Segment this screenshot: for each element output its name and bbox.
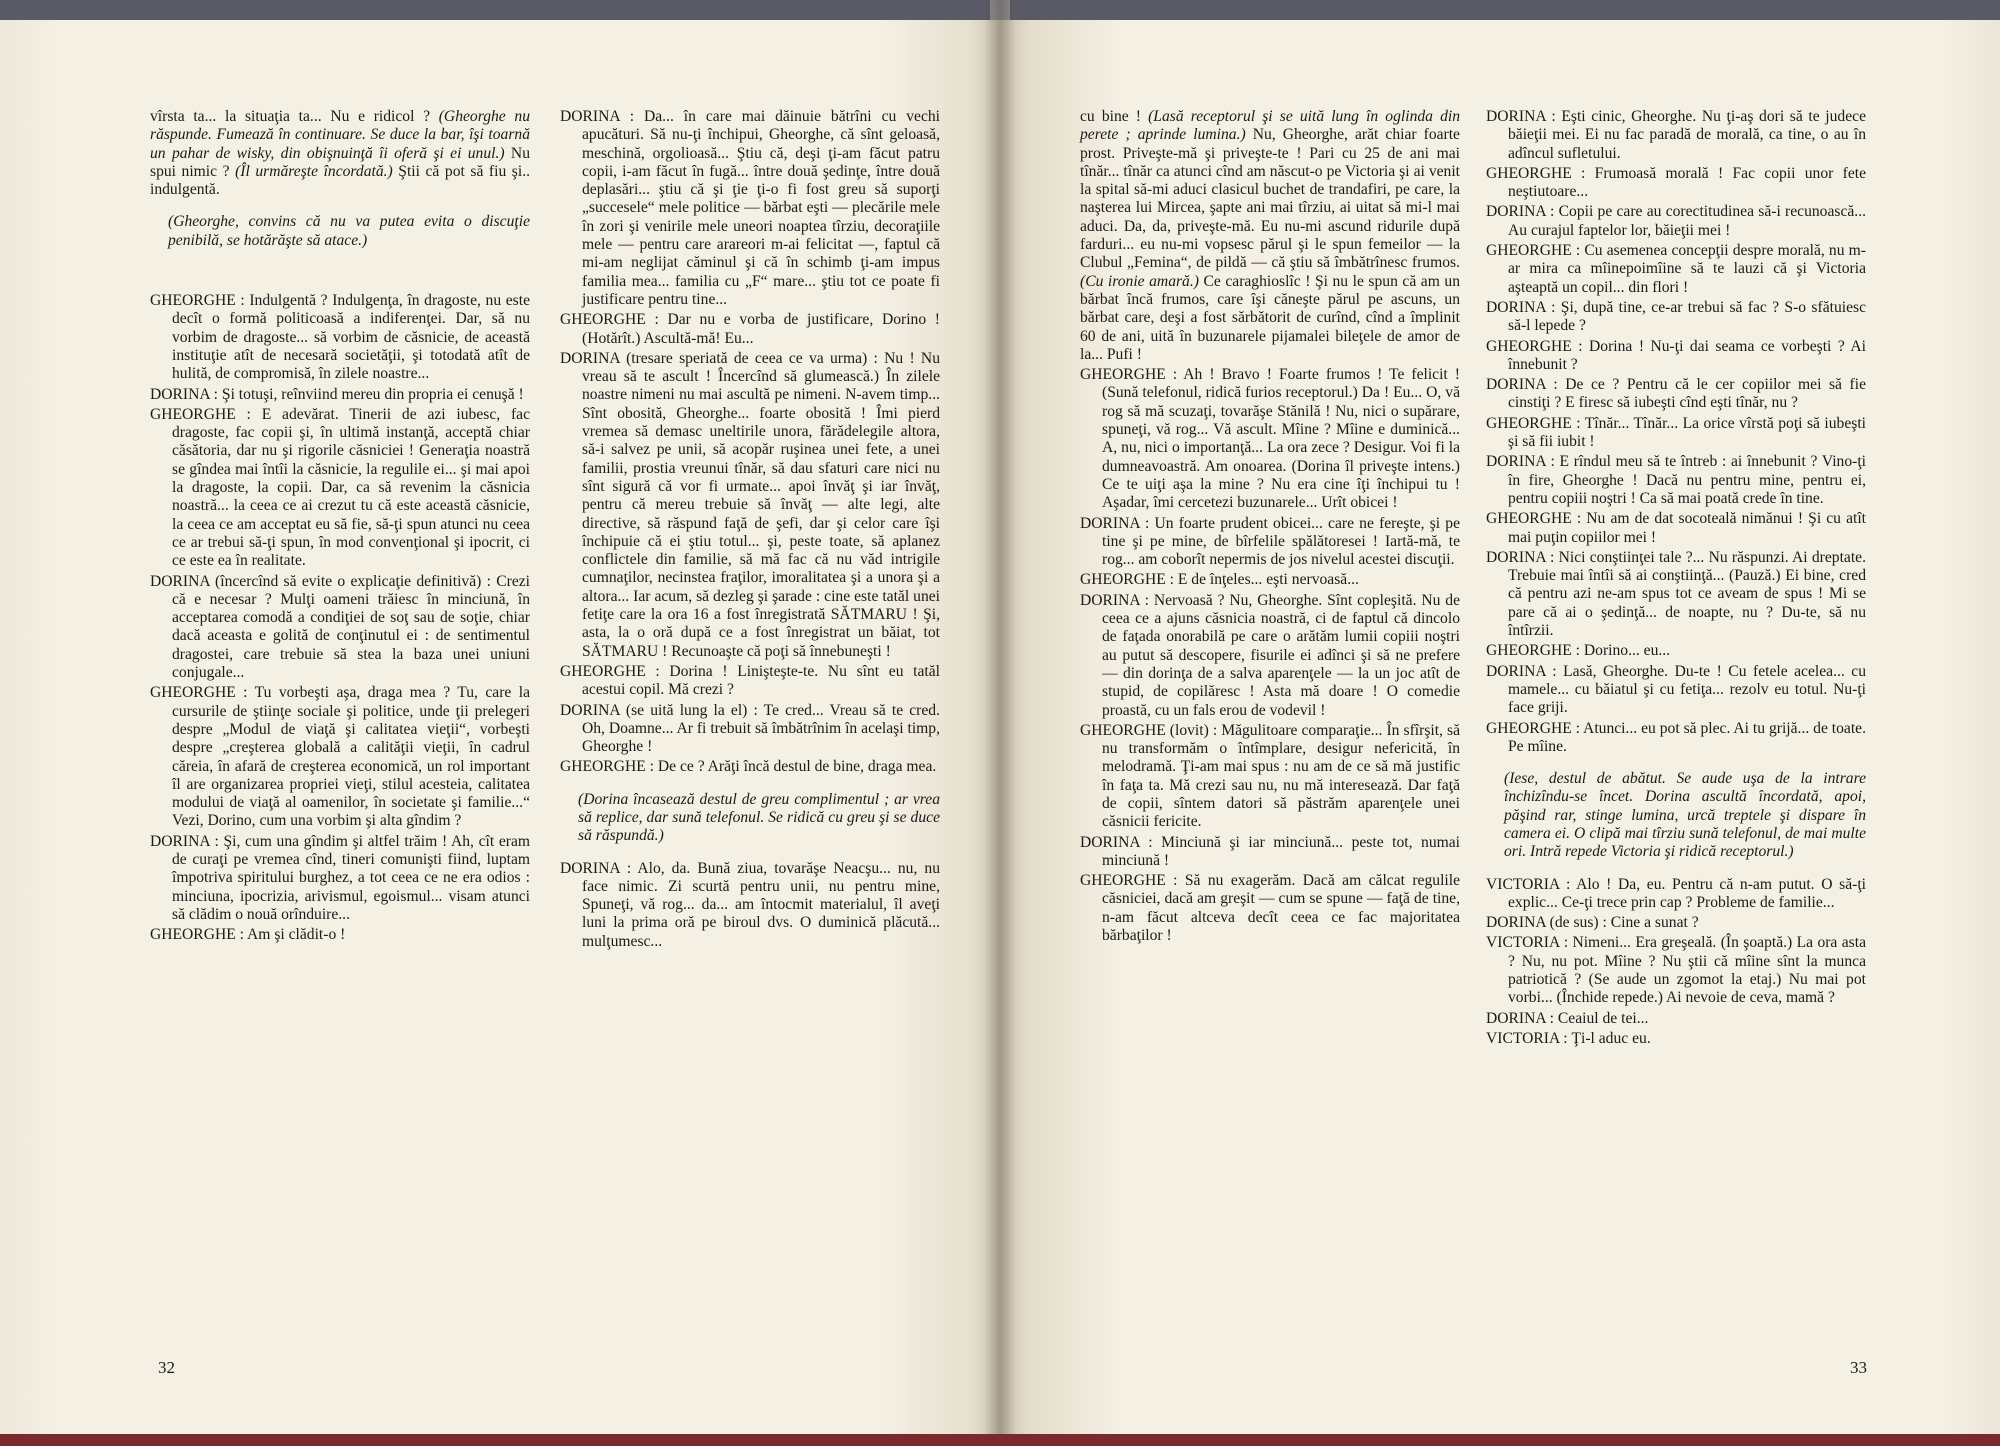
dialogue-line: GHEORGHE : Tu vorbeşti aşa, draga mea ? Tu, care la cursurile de ştiinţe sociale şi politice, unde ţii prelegeri despre „Modul de viaţă şi calitatea vieţii“, vorbeşti despre „creşterea globală a calităţii vieţii, în cadrul căreia, în afară de creşterea economică, un rol important îl are organizarea propriei vieţi, stilul acesteia, calitatea modului de viaţă al oamenilor, în societate şi familie...“ Vezi, Dorino, cum una vorbim şi alta gîndim ?	[150, 684, 530, 830]
spacer	[150, 252, 530, 264]
dialogue-line: DORINA : Ceaiul de tei...	[1486, 1009, 1649, 1027]
dialogue-line: DORINA : Un foarte prudent obicei... care ne fereşte, şi pe tine şi pe mine, de bîrfelile spălătoresei ! Iartă-mă, te rog... am coborît nepermis de jos nivelul acestei discuţii.	[1080, 514, 1460, 569]
dialogue-line: DORINA (tresare speriată de ceea ce va urma) : Nu ! Nu vreau să te ascult ! Încercînd să glumească.) În zilele noastre nimeni nu mai ascultă pe nimeni. N-avem timp... Sînt obosită, Gheorghe... foarte obosită ! Îmi pierd vremea să demasc uneltirile unora, fărădelegile altora, să-i salvez pe unii, să acopăr ruşinea unei fete, a unei familii, prostia vreunui tînăr, să dau sfaturi care nici nu sînt sigură că vor fi urmate... apoi învăţ şi iar învăţ, pentru că mereu trebuie să învăţ — alte legi, alte directive, să răspund faţă de şefi, dar şi celor care îşi închipuie că ei ştiu totul... şi, peste toate, să aplanez conflictele din familie, să mă fac că nu văd intrigile cumnaţilor, necinstea fraţilor, imoralitatea şi a unora şi a altora... Iar acum, să dezleg şi şarade : cine este tatăl unei fetiţe care la ora 16 a fost înregistrată SĂTMARU ! Şi, asta, la o oră după ce a fost înregistrat un băiat, tot SĂTMARU ! Recunoaşte că poţi să înnebuneşti !	[560, 349, 940, 660]
dialogue-line: GHEORGHE : Dorina ! Linişteşte-te. Nu sînt eu tatăl acestui copil. Mă crezi ?	[560, 662, 940, 699]
right-page	[1000, 20, 2000, 1434]
left-column-2	[560, 108, 940, 953]
dialogue-line: GHEORGHE : Nu am de dat socoteală nimănui ! Şi cu atît mai puţin copiilor mei !	[1486, 510, 1866, 546]
dialogue-line: GHEORGHE : Tînăr... Tînăr... La orice vîrstă poţi să iubeşti şi să fii iubit !	[1486, 414, 1866, 451]
dialogue-line: DORINA : Minciună şi iar minciună... peste tot, numai minciună !	[1080, 833, 1460, 869]
spacer	[560, 848, 940, 860]
page-number-left: 32	[158, 1358, 175, 1377]
stage-direction-inline: (Cu ironie amară.)	[1080, 272, 1199, 290]
table-cloth-strip	[0, 1434, 2000, 1446]
running-paragraph	[1080, 108, 1460, 364]
dialogue-line: DORINA : Eşti cinic, Gheorghe. Nu ţi-aş dori să te judece băieţii mei. Ei nu fac paradă de morală, ca tine, o au în adîncul sufletului.	[1486, 108, 1866, 162]
dialogue-line: DORINA : Da... în care mai dăinuie bătrîni cu vechi apucături. Să nu-ţi închipui, Gheorghe, că sînt geloasă, meschină, orgolioasă... Ştiu că, deşi ţi-am făcut patru copii, i-am făcut în fugă... între două şedinţe, între două deplasări... ştiu că şi ţie ţi-o fi fost greu să suporţi „succesele“ mele politice — bărbat eşti — plecările mele în zori şi venirile mele uneori noaptea tîrziu, decoraţiile mele — pentru care arareori m-ai felicitat —, faptul că mi-am neglijat căminul şi că în schimb ţi-am impus familia mea... familia cu „F“ mare... ştiu tot ce poate fi justificare pentru tine...	[560, 108, 940, 308]
right-column-1	[1080, 108, 1460, 947]
stage-direction-inline: (Gheorghe nu răspunde. Fumează în continuare. Se duce la bar, îşi toarnă un pahar de wisky, din obişnuinţă îi oferă şi ei unul.)	[150, 108, 531, 162]
text-run: Ce caraghioslîc ! Şi nu le spun că am un bărbat încă frumos, care îşi căneşte părul pe ascuns, un bărbat care, deşi a fost sărbătorit de curînd, cînd a împlinit 60 de ani, uită în buzunarele pijamalei bileţele de amor de la... Pufi !	[1080, 272, 1460, 363]
dialogue-line: GHEORGHE : Cu asemenea concepţii despre morală, nu m-ar mira ca mîinepoimîine să te lauzi că şi Victoria aşteaptă un copil... din flori !	[1486, 242, 1866, 296]
dialogue-line: GHEORGHE : Am şi clădit-o !	[150, 926, 346, 944]
text-run: Nu, Gheorghe, arăt chiar foarte prost. Priveşte-mă şi priveşte-te ! Pari cu 25 de ani mai tînăr... tînăr ca atunci cînd am născut-o pe Victoria şi ai venit la spital să-mi aduci clasicul buchet de trandafiri, pe care, la naşterea lui Mircea, şapte ani mai tîrziu, ai uitat să mi-l mai aduci. Da, da, priveşte-mă. Eu nu-mi ascund ridurile după farduri... eu nu-mi vopsesc părul şi le spun femeilor — la Clubul „Femina“, de pildă — că ştiu să îmbătrînesc frumos.	[1080, 126, 1460, 272]
dialogue-line: GHEORGHE : De ce ? Arăţi încă destul de bine, draga mea.	[560, 758, 937, 776]
left-column-1	[150, 108, 530, 946]
dialogue-line: VICTORIA : Ţi-l aduc eu.	[1486, 1029, 1651, 1047]
stage-direction-inline: (Îl urmăreşte încordată.)	[235, 162, 393, 180]
stage-direction: (Gheorghe, convins că nu va putea evita o discuţie penibilă, se hotărăşte să atace.)	[168, 213, 530, 249]
dialogue-line: GHEORGHE : E de înţeles... eşti nervoasă...	[1080, 571, 1359, 589]
text-run: Nu spui nimic ?	[150, 144, 530, 180]
text-run: cu bine !	[1080, 108, 1149, 125]
dialogue-line: DORINA (de sus) : Cine a sunat ?	[1486, 914, 1699, 932]
spacer	[1486, 864, 1866, 876]
stage-direction-inline: (Lasă receptorul şi se uită lung în oglinda din perete ; aprinde lumina.)	[1080, 108, 1460, 144]
dialogue-line: GHEORGHE : Să nu exagerăm. Dacă am călcat regulile căsniciei, dacă am greşit — cum se spune — faţă de tine, n-am făcut altceva decît ceea ce fac majoritatea bărbaţilor !	[1080, 872, 1460, 945]
dialogue-line: GHEORGHE : Frumoasă morală ! Fac copii unor fete neştiutoare...	[1486, 164, 1866, 201]
text-run: vîrsta ta... la situaţia ta... Nu e ridicol ?	[150, 108, 439, 125]
dialogue-line: GHEORGHE : Atunci... eu pot să plec. Ai tu grijă... de toate. Pe mîine.	[1486, 719, 1866, 755]
dialogue-line: VICTORIA : Alo ! Da, eu. Pentru că n-am putut. O să-ţi explic... Ce-ţi trece prin cap ? Probleme de familie...	[1486, 875, 1866, 911]
dialogue-line: DORINA : Lasă, Gheorghe. Du-te ! Cu fetele acelea... cu mamele... cu băiatul şi cu fetiţa... rezolv eu totul. Nu-ţi face griji.	[1486, 662, 1866, 717]
dialogue-line: DORINA (încercînd să evite o explicaţie definitivă) : Crezi că e necesar ? Mulţi oameni trăiesc în minciună, în acceptarea comodă a condiţiei de soţ sau de soţie, chiar dacă aceasta e golită de conţinutul ei : de sentimentul dragostei, care trebuie să stea la baza unei uniuni conjugale...	[150, 572, 530, 682]
page-number-right: 33	[1850, 1358, 1867, 1377]
dialogue-line: DORINA : Şi totuşi, reînviind mereu din propria ei cenuşă !	[150, 385, 524, 403]
dialogue-line: DORINA : Nici conştiinţei tale ?... Nu răspunzi. Ai dreptate. Trebuie mai întîi să ai conştiinţă... (Pauză.) Ei bine, cred că pentru azi ne-am spus tot ce aveam de spus ! Mi se pare că ai o şedinţă... de noapte, nu ? Du-te, să nu întîrzii.	[1486, 548, 1866, 640]
dialogue-line: DORINA : E rîndul meu să te întreb : ai înnebunit ? Vino-ţi în fire, Gheorghe ! Dacă nu pentru mine, pentru ei, pentru copiii noştri ! Ca să mai poată crede în tine.	[1486, 453, 1866, 507]
dialogue-line: GHEORGHE : Indulgentă ? Indulgenţa, în dragoste, nu este decît o formă politicoasă a indiferenţei. Dar, să nu vorbim de dragoste... să vorbim de căsnicie, de această instituţie atît de necesară societăţii, şi totodată atît de hulită, de compromisă, în zilele noastre...	[150, 292, 530, 383]
dialogue-line: DORINA : Alo, da. Bună ziua, tovarăşe Neacşu... nu, nu face nimic. Zi scurtă pentru unii, nu pentru mine, Spuneţi, vă rog... da... am întocmit materialul, îl aveţi luni la prima oră pe biroul dvs. O duminică plăcută... mulţumesc...	[560, 859, 940, 950]
right-column-2	[1486, 108, 1866, 1050]
dialogue-line: DORINA : De ce ? Pentru că le cer copiilor mei să fie cinstiţi ? E firesc să iubeşti cînd eşti tînăr, nu ?	[1486, 376, 1866, 412]
dialogue-line: VICTORIA : Nimeni... Era greşeală. (În şoaptă.) La ora asta ? Nu, nu pot. Mîine ? Nu ştii că mîine sînt la munca patriotică ? (Se aude un zgomot la etaj.) Nu mai pot vorbi... (Închide repede.) Ai nevoie de ceva, mamă ?	[1486, 934, 1866, 1007]
dialogue-line: DORINA : Copii pe care au corectitudinea să-i recunoască... Au curajul faptelor lor, băieţii mei !	[1486, 203, 1866, 239]
dialogue-line: GHEORGHE : Dorina ! Nu-ţi dai seama ce vorbeşti ? Ai înnebunit ?	[1486, 337, 1866, 373]
dialogue-line: DORINA : Şi, cum una gîndim şi altfel trăim ! Ah, cît eram de curaţi pe vremea cînd, tineri comunişti fiind, luptam împotriva spiritului burghez, a tot ceea ce ne era odios : minciuna, ipocrizia, arivismul, egoismul... visam atunci să clădim o nouă orînduire...	[150, 832, 530, 923]
stage-direction: (Dorina încasează destul de greu complimentul ; ar vrea să replice, dar sună telefonul. Se ridică cu greu şi se duce să răspundă.)	[578, 790, 940, 845]
dialogue-line: DORINA (se uită lung la el) : Te cred... Vreau să te cred. Oh, Doamne... Ar fi trebuit să îmbătrînim în acelaşi timp, Gheorghe !	[560, 701, 940, 756]
dialogue-line: GHEORGHE : Dorino... eu...	[1486, 642, 1671, 660]
running-paragraph	[150, 108, 530, 199]
dialogue-line: GHEORGHE : Ah ! Bravo ! Foarte frumos ! Te felicit ! (Sună telefonul, ridică furios receptorul.) Da ! Eu... O, vă rog să mă scuzaţi, tovarăşe Stănilă ! Nu, nici o supărare, spuneţi, vă rog... Vă ascult. Mîine ? Mîine e duminică... A, nu, nici o importanţă... La ora zece ? Desigur. Voi fi la dumneavoastră. Am onoarea. (Dorina îl priveşte intens.) Ce te uiţi aşa la mine ? Nu era cine îţi închipui tu ! Aşadar, îmi cercetezi buzunarele... Urît obicei !	[1080, 366, 1460, 512]
dialogue-line: GHEORGHE (lovit) : Măgulitoare comparaţie... În sfîrşit, să nu transformăm o întîmplare, desigur nefericită, în melodramă. Ţi-am mai spus : nu am de ce să mă justific în faţa ta. Mă crezi sau nu, nu mă interesează. Dar faţă de copii, sîntem datori să păstrăm aparenţele unei căsnicii fericite.	[1080, 721, 1460, 831]
dialogue-line: DORINA : Şi, după tine, ce-ar trebui să fac ? S-o sfătuiesc să-l lepede ?	[1486, 298, 1866, 335]
text-run: Ştii că pot să fiu şi.. indulgentă.	[150, 162, 531, 199]
dialogue-line: GHEORGHE : E adevărat. Tinerii de azi iubesc, fac dragoste, fac copii şi, în ultimă instanţă, acceptă chiar căsătoria, dar nu şi rigorile căsniciei ! Generaţia noastră se gîndea mai întîi la căsnicie, la regulile ei... şi mai apoi la dragoste, la copii. Dar, ca să revenim la căsnicia noastră... la ceea ce ai crezut tu că este această căsnicie, la ceea ce am acceptat eu să fie, să-ţi spun atunci nu ceea ce ar trebui să-ţi spun, în mod convenţional şi ipocrit, ci ce este ea în realitate.	[150, 405, 530, 570]
left-page	[0, 20, 1000, 1434]
dialogue-line: GHEORGHE : Dar nu e vorba de justificare, Dorino ! (Hotărît.) Ascultă-mă! Eu...	[560, 311, 940, 347]
stage-direction: (Iese, destul de abătut. Se aude uşa de la intrare închizîndu-se încet. Dorina ascultă încordată, apoi, păşind rar, stinge lumina, urcă treptele şi dispare în camera ei. O clipă mai tîrziu sună telefonul, de mai multe ori. Intră repede Victoria şi ridică receptorul.)	[1504, 770, 1866, 861]
dialogue-line: DORINA : Nervoasă ? Nu, Gheorghe. Sînt copleşită. Nu de ceea ce a ajuns căsnicia noastră, ci de faptul că dincolo de faţada onorabilă pe care o arătăm lumii copiii noştri au putut să descopere, fisurile ei adînci şi să ne prefere — din dorinţa de a salva aparenţele — la un joc atît de stupid, de copilăresc ! Asta mă doare ! O comedie proastă, cu un fals erou de vodevil !	[1080, 591, 1460, 719]
